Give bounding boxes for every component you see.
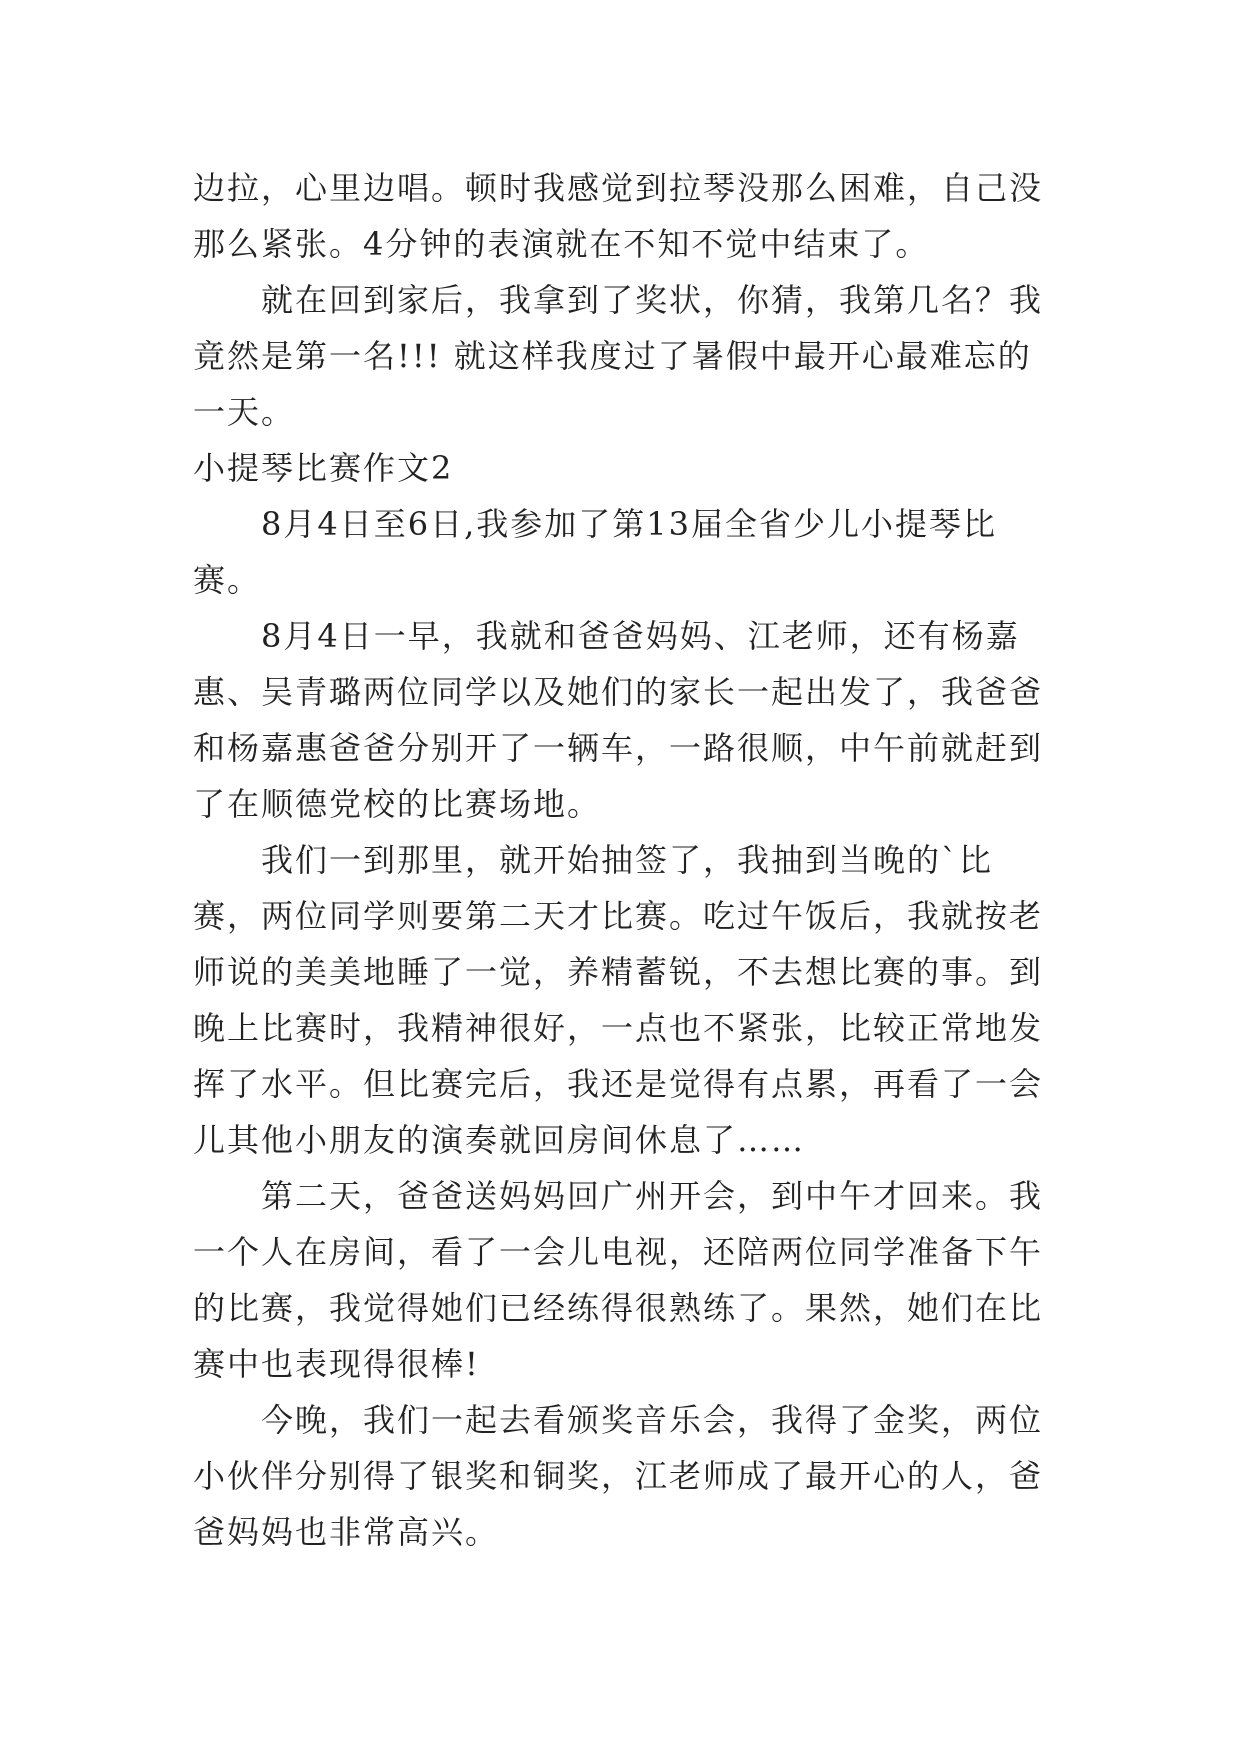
- paragraph: 8月4日至6日,我参加了第13届全省少儿小提琴比赛。: [193, 505, 997, 599]
- paragraph: 就在回到家后，我拿到了奖状，你猜，我第几名？我竟然是第一名!!! 就这样我度过了暑假中最开心最难忘的一天。: [193, 281, 1044, 431]
- paragraph: 我们一到那里，就开始抽签了，我抽到当晚的`比赛，两位同学则要第二天才比赛。吃过午饭后，我就按老师说的美美地睡了一觉，养精蓄锐，不去想比赛的事。到晚上比赛时，我精神很好，一点也不紧张，比较正常地发挥了水平。但比赛完后，我还是觉得有点累，再看了一会儿其他小朋友的演奏就回房间休息了……: [193, 841, 1044, 1159]
- paragraph-continuation: 边拉，心里边唱。顿时我感觉到拉琴没那么困难，自己没那么紧张。4分钟的表演就在不知不觉中结束了。: [193, 169, 1044, 263]
- section-heading: 小提琴比赛作文2: [193, 449, 454, 487]
- paragraph: 8月4日一早，我就和爸爸妈妈、江老师，还有杨嘉惠、吴青璐两位同学以及她们的家长一起出发了，我爸爸和杨嘉惠爸爸分别开了一辆车，一路很顺，中午前就赶到了在顺德党校的比赛场地。: [193, 617, 1044, 823]
- document-body: [193, 160, 1053, 1560]
- paragraph: 今晚，我们一起去看颁奖音乐会，我得了金奖，两位小伙伴分别得了银奖和铜奖，江老师成了最开心的人，爸爸妈妈也非常高兴。: [193, 1401, 1044, 1551]
- paragraph: 第二天，爸爸送妈妈回广州开会，到中午才回来。我一个人在房间，看了一会儿电视，还陪两位同学准备下午的比赛，我觉得她们已经练得很熟练了。果然，她们在比赛中也表现得很棒!: [193, 1177, 1044, 1383]
